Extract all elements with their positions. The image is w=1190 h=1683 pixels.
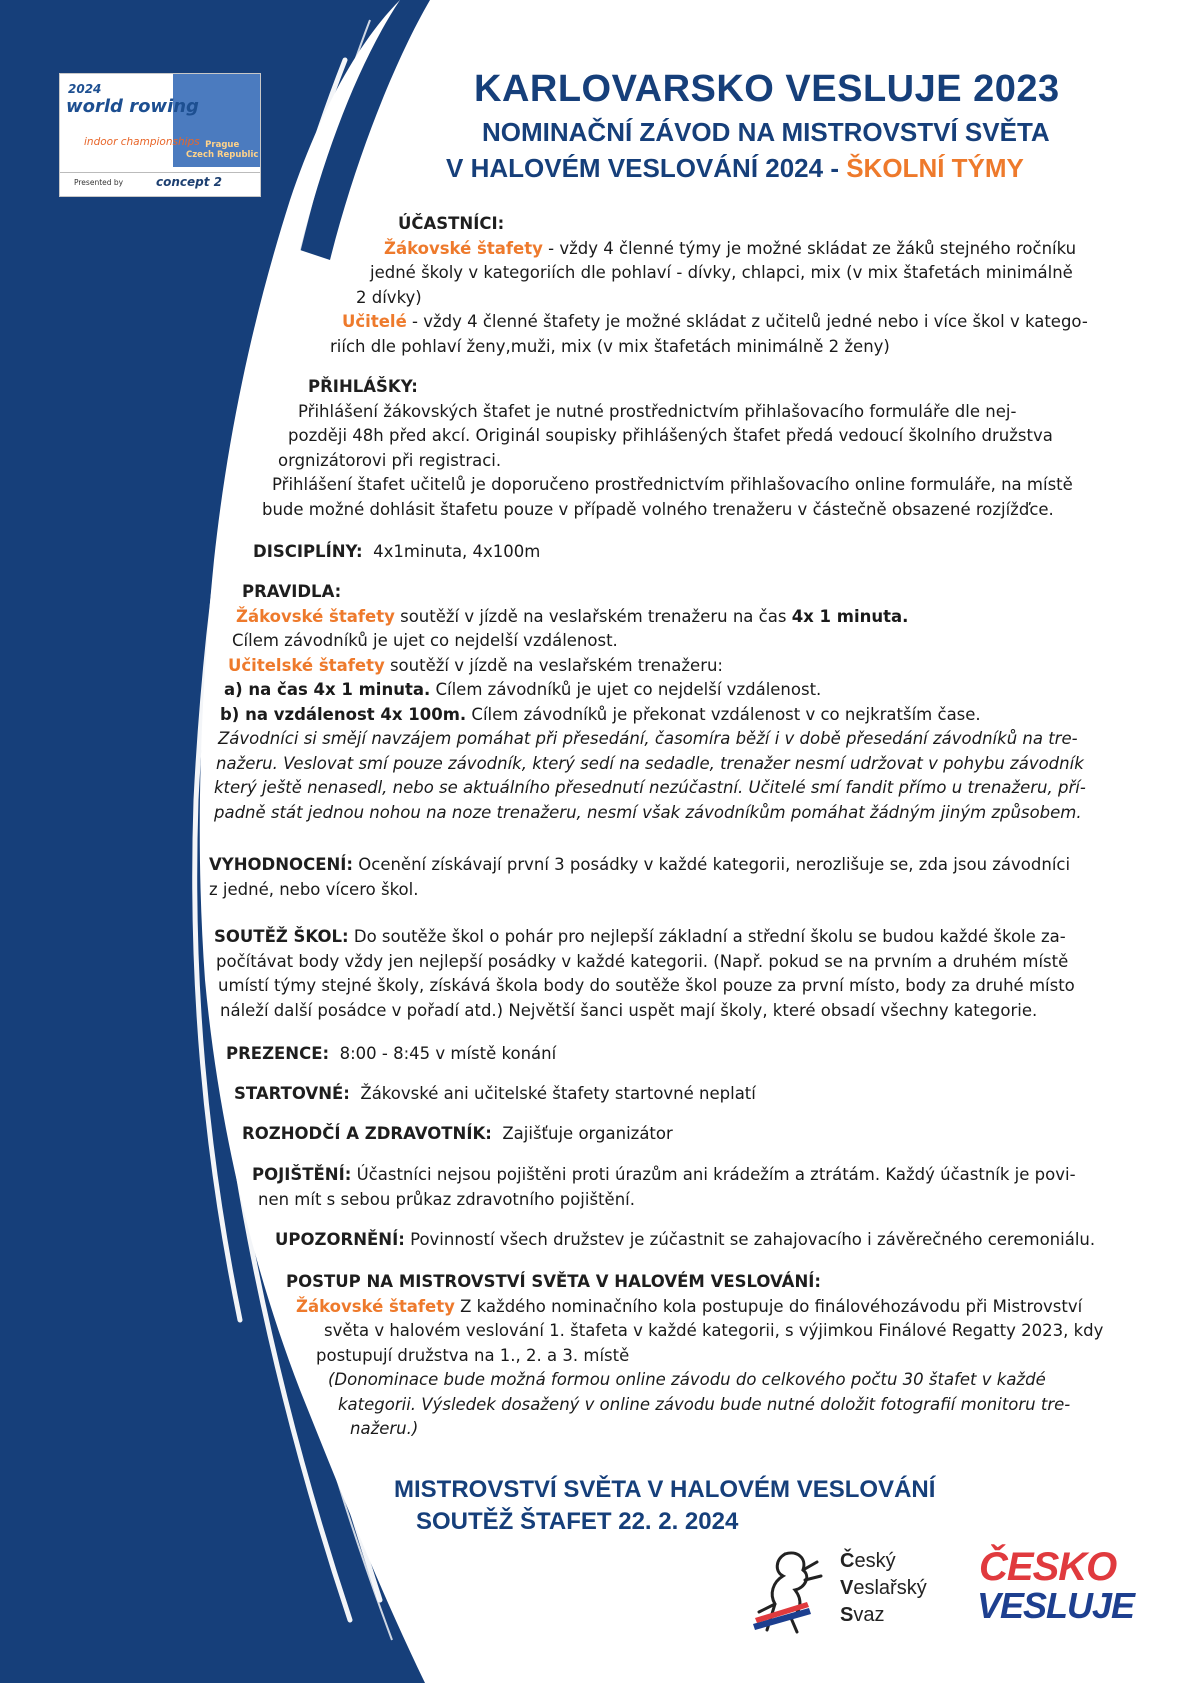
zakovske-label: Žákovské štafety xyxy=(384,238,543,258)
title-main: KARLOVARSKO VESLUJE 2023 xyxy=(474,68,1060,110)
startovne-label: STARTOVNÉ: xyxy=(234,1084,350,1103)
section-pojisteni: POJIŠTĚNÍ: Účastníci nejsou pojištěni proti úrazům ani krádežím a ztrátám. Každý účastník je povi- nen mít s sebou průkaz zdravotního pojištění. xyxy=(252,1165,1076,1209)
footer-heading: MISTROVSTVÍ SVĚTA V HALOVÉM VESLOVÁNÍ xyxy=(394,1476,936,1503)
section-prezence: PREZENCE: 8:00 - 8:45 v místě konání xyxy=(226,1044,557,1063)
prezence-label: PREZENCE: xyxy=(226,1044,330,1063)
cvs-logo xyxy=(745,1546,945,1641)
pojisteni-label: POJIŠTĚNÍ: xyxy=(252,1165,352,1184)
section-pravidla: PRAVIDLA: Žákovské štafety soutěží v jízdě na veslařském trenažeru na čas 4x 1 minuta. Cílem závodníků je ujet co nejdelší vzdálenost. Učitelské štafety soutěží v jízdě na veslařském trenažeru: a) na čas 4x 1 minuta. Cílem závodníků je ujet co nejdelší vzdálenost. b) na vzdálenost 4x 100m. Cílem závodníků je překonat vzdálenost v co nejkratším čase. Závodníci si smějí navzájem pomáhat při přesedání, časomíra běží i v době přesedání závodníků na tre- nažeru. Veslovat smí pouze závodník, který sedí na sedadle, trenažer nesmí udržovat v pohybu závodník který ještě nenasedl, nebo se aktuálního přesednutí nezúčastní. Učitelé smí fandit přímo u trenažeru, pří- padně stát jednou nohou na noze trenažeru, nesmí však závodníkům pomáhat žádným jiným způsobem. xyxy=(214,582,1086,822)
discipliny-label: DISCIPLÍNY: xyxy=(253,542,363,561)
cesko-logo-line2: VESLUJE xyxy=(977,1585,1135,1626)
logo-year: 2024 xyxy=(68,82,102,96)
section-vyhodnoceni: VYHODNOCENÍ: Ocenění získávají první 3 posádky v každé kategorii, nerozlišuje se, zda jsou závodníci z jedné, nebo vícero škol. xyxy=(209,855,1071,899)
title-subtitle: NOMINAČNÍ ZÁVOD NA MISTROVSTVÍ SVĚTA xyxy=(482,117,1050,147)
world-rowing-logo xyxy=(59,73,261,197)
section-prihlasky: PŘIHLÁŠKY: Přihlášení žákovských štafet je nutné prostřednictvím přihlašovacího formuláře dle nej- později 48h před akcí. Originál soupisky přihlášených štafet předá vedoucí školního družstva orgnizátorovi při registraci. Přihlášení štafet učitelů je doporučeno prostřednictvím přihlašovacího online formuláře, na místě bude možné dohlásit štafetu pouze v případě volného trenažeru v částečně obsazené rozjížďce. xyxy=(262,377,1073,519)
cesko-vesluje-logo xyxy=(975,1545,1135,1635)
logo-event: indoor championships xyxy=(84,136,200,148)
logo-brand: world rowing xyxy=(66,96,199,117)
prihlasky-label: PŘIHLÁŠKY: xyxy=(308,377,418,396)
cesko-logo-line1: ČESKO xyxy=(979,1545,1117,1589)
title-highlight: ŠKOLNÍ TÝMY xyxy=(846,153,1024,183)
footer-subheading: SOUTĚŽ ŠTAFET 22. 2. 2024 xyxy=(416,1508,739,1535)
section-discipliny: DISCIPLÍNY: 4x1minuta, 4x100m xyxy=(253,542,541,561)
postup-label: POSTUP NA MISTROVSTVÍ SVĚTA V HALOVÉM VESLOVÁNÍ: xyxy=(286,1272,821,1291)
section-ucastnici: ÚČASTNÍCI: Žákovské štafety - vždy 4 členné týmy je možné skládat ze žáků stejného ročníku jedné školy v kategoriích dle pohlaví - dívky, chlapci, mix (v mix štafetách minimálně 2 dívky) Učitelé - vždy 4 členné štafety je možné skládat z učitelů jedné nebo i více škol v katego- riích dle pohlaví ženy,muži, mix (v mix štafetách minimálně 2 ženy) xyxy=(330,214,1088,356)
section-rozhodci: ROZHODČÍ A ZDRAVOTNÍK: Zajišťuje organizátor xyxy=(242,1124,673,1143)
vyhodnoceni-label: VYHODNOCENÍ: xyxy=(209,855,354,874)
upozorneni-label: UPOZORNĚNÍ: xyxy=(275,1230,405,1249)
title-subtitle-2: V HALOVÉM VESLOVÁNÍ 2024 - ŠKOLNÍ TÝMY xyxy=(446,153,1024,183)
lion-icon xyxy=(745,1546,831,1638)
soutez-label: SOUTĚŽ ŠKOL: xyxy=(214,927,349,946)
pravidla-label: PRAVIDLA: xyxy=(242,582,342,601)
ucitele-label: Učitelé xyxy=(342,312,407,331)
ucastnici-label: ÚČASTNÍCI: xyxy=(398,214,505,233)
section-startovne: STARTOVNÉ: Žákovské ani učitelské štafety startovné neplatí xyxy=(234,1084,756,1103)
logo-presented-by: Presented by xyxy=(74,178,124,187)
section-soutez-skol: SOUTĚŽ ŠKOL: Do soutěže škol o pohár pro nejlepší základní a střední školu se budou každé škole za- počítávat body vždy jen nejlepší posádky v každé kategorii. (Např. pokud se na prvním a druhém místě umístí týmy stejné školy, získává škola body do soutěže škol pouze za první místo, body za druhé místo náleží další posádce v pořadí atd.) Největší šanci uspět mají školy, které obsadí všechny kategorie. xyxy=(214,927,1075,1020)
cvs-text: Český Veslařský Svaz xyxy=(840,1550,927,1626)
logo-sponsor: concept 2 xyxy=(156,175,223,189)
logo-city: Prague Czech Republic xyxy=(186,140,259,160)
section-postup: POSTUP NA MISTROVSTVÍ SVĚTA V HALOVÉM VESLOVÁNÍ: Žákovské štafety Z každého nominačního kola postupuje do finálovéhozávodu při Mistrovství světa v halovém veslování 1. štafeta v každé kategorii, s výjimkou Finálové Regatty 2023, kdy postupují družstva na 1., 2. a 3. místě (Donominace bude možná formou online závodu do celkového počtu 30 štafet v každé kategorii. Výsledek dosažený v online závodu bude nutné doložit fotografií monitoru tre- nažeru.) xyxy=(286,1272,1104,1438)
rozhodci-label: ROZHODČÍ A ZDRAVOTNÍK: xyxy=(242,1124,492,1143)
section-upozorneni: UPOZORNĚNÍ: Povinností všech družstev je zúčastnit se zahajovacího i závěrečného ceremoniálu. xyxy=(275,1230,1096,1249)
